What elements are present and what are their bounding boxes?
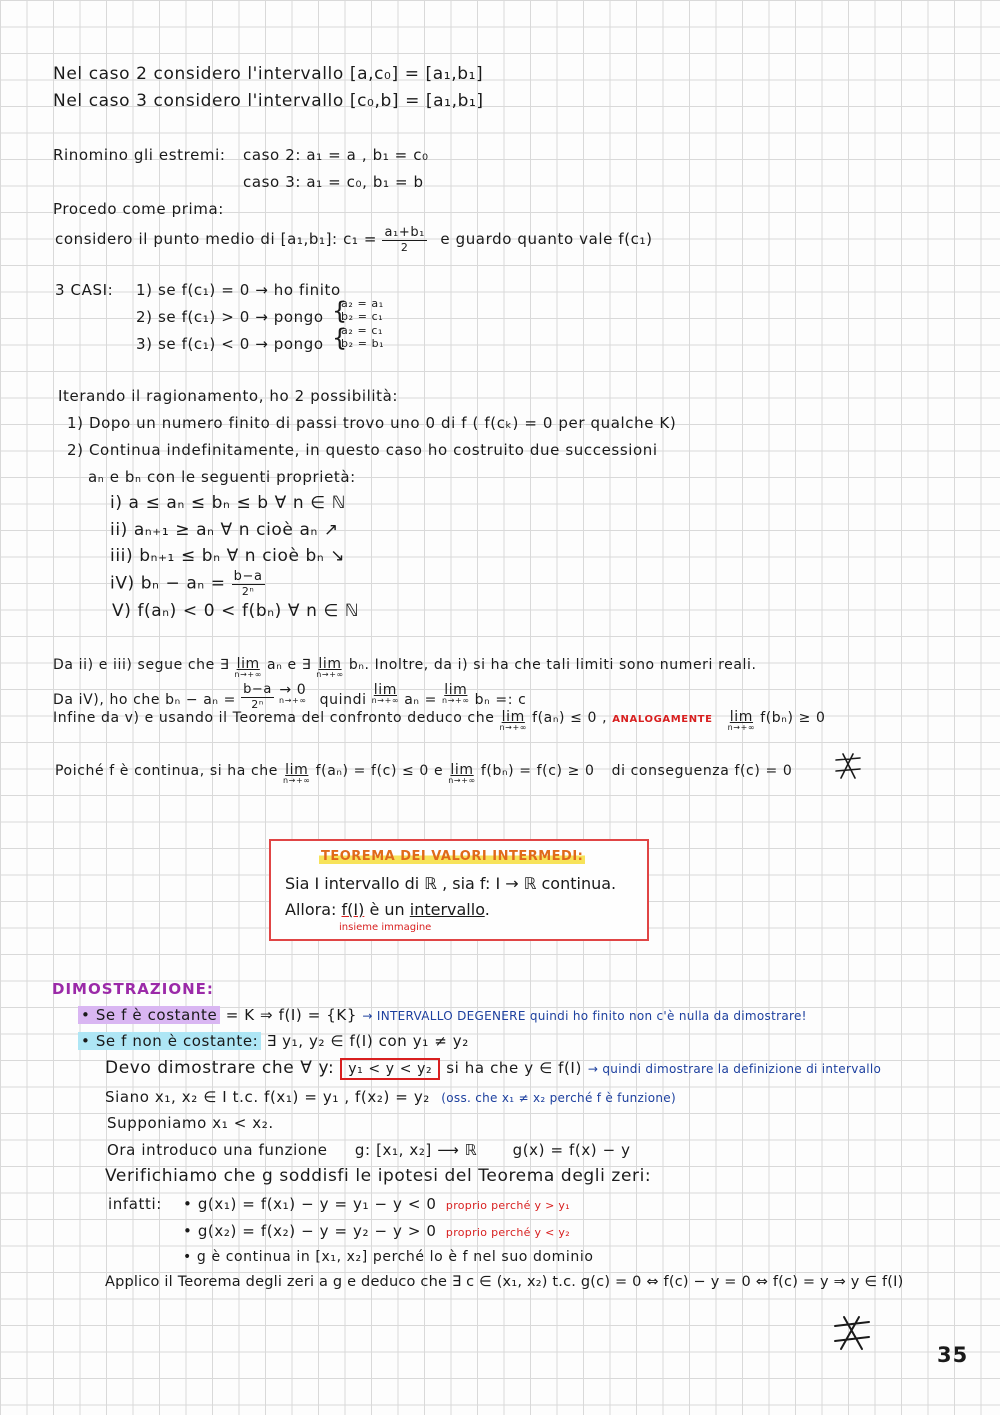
hypothesis-1-red-note: proprio perché y > y₁ bbox=[445, 1199, 570, 1212]
case1-text: = K ⇒ f(I) = {K} bbox=[225, 1006, 358, 1024]
must-prove-box: y₁ < y < y₂ bbox=[340, 1058, 440, 1080]
lim-sub: n→+∞ bbox=[283, 776, 311, 785]
proof-title: DIMOSTRAZIONE: bbox=[52, 980, 214, 998]
siano-line bbox=[105, 1088, 676, 1106]
possibility-2: 2) Continua indefinitamente, in questo caso ho costruito due successioni bbox=[67, 441, 658, 459]
case1-blue-note: → INTERVALLO DEGENERE quindi ho finito non c'è nulla da dimostrare! bbox=[362, 1009, 807, 1023]
siano-blue-note: (oss. che x₁ ≠ x₂ perché f è funzione) bbox=[441, 1091, 676, 1105]
analogamente-label: ANALOGAMENTE bbox=[612, 714, 713, 725]
prop-v: V) f(aₙ) < 0 < f(bₙ) ∀ n ∈ ℕ bbox=[112, 601, 360, 621]
case1-highlight: • Se f è costante bbox=[78, 1006, 220, 1024]
case2-text: ∃ y₁, y₂ ∈ f(I) con y₁ ≠ y₂ bbox=[266, 1032, 469, 1050]
case-2-brace-top: a₂ = a₁ bbox=[341, 297, 384, 310]
limits-l2-b: quindi bbox=[319, 692, 367, 708]
limits-line-3 bbox=[53, 710, 825, 732]
limits-l2-den: 2ⁿ bbox=[251, 698, 264, 711]
limits-l1-c: bₙ. Inoltre, da i) si ha che tali limiti sono numeri reali. bbox=[348, 657, 757, 673]
limits-l4-b: f(aₙ) = f(c) ≤ 0 e bbox=[315, 763, 444, 779]
verify-line: Verifichiamo che g soddisfi le ipotesi del Teorema degli zeri: bbox=[105, 1166, 652, 1186]
hypothesis-2-text: • g(x₂) = f(x₂) − y = y₂ − y > 0 bbox=[183, 1222, 437, 1240]
conclusion-line: Applico il Teorema degli zeri a g e deduco che ∃ c ∈ (x₁, x₂) t.c. g(c) = 0 ⇔ f(c) − y = 0 ⇔ f(c) = y ⇒ y ∈ f(I) bbox=[105, 1274, 904, 1290]
lim-sub: n→+∞ bbox=[316, 670, 344, 679]
infatti-label: infatti: bbox=[108, 1195, 162, 1213]
possibility-2b: aₙ e bₙ con le seguenti proprietà: bbox=[88, 468, 356, 486]
lim-sub: n→+∞ bbox=[234, 670, 262, 679]
theorem-intervallo: intervallo bbox=[409, 900, 485, 919]
case3-line: Nel caso 3 considero l'intervallo [c₀,b] = [a₁,b₁] bbox=[53, 91, 484, 111]
lim-word: lim bbox=[373, 682, 397, 698]
prop-iii: iii) bₙ₊₁ ≤ bₙ ∀ n cioè bₙ ↘ bbox=[110, 546, 346, 566]
lim-5 bbox=[499, 710, 527, 732]
prop-iv-fraction bbox=[232, 570, 265, 597]
theorem-line-2 bbox=[285, 900, 490, 919]
lim-word: lim bbox=[444, 682, 468, 698]
limits-l1-a: Da ii) e iii) segue che ∃ bbox=[53, 657, 230, 673]
case-1: 1) se f(c₁) = 0 → ho finito bbox=[136, 281, 341, 299]
lim-word: lim bbox=[285, 762, 309, 778]
lim-sub: n→+∞ bbox=[448, 776, 476, 785]
prop-iv-num: b−a bbox=[233, 569, 263, 584]
hypothesis-1 bbox=[183, 1195, 570, 1213]
possibility-1: 1) Dopo un numero finito di passi trovo uno 0 di f ( f(cₖ) = 0 per qualche K) bbox=[67, 414, 677, 432]
intro-g-b: g: [x₁, x₂] ⟶ ℝ bbox=[354, 1141, 478, 1159]
lim-word: lim bbox=[729, 709, 753, 725]
limits-line-2 bbox=[53, 683, 526, 710]
hypothesis-3: • g è continua in [x₁, x₂] perché lo è f nel suo dominio bbox=[183, 1249, 594, 1265]
case2-highlight: • Se f non è costante: bbox=[78, 1032, 261, 1050]
proof-case-2 bbox=[78, 1032, 469, 1050]
suppose-line: Supponiamo x₁ < x₂. bbox=[107, 1114, 274, 1132]
limits-l1-b: aₙ e ∃ bbox=[267, 657, 312, 673]
lim-3 bbox=[372, 683, 400, 705]
hypothesis-2-red-note: proprio perché y < y₂ bbox=[445, 1226, 570, 1239]
iteration-intro: Iterando il ragionamento, ho 2 possibilità: bbox=[58, 387, 399, 405]
must-prove-a: Devo dimostrare che ∀ y: bbox=[105, 1058, 335, 1078]
midpoint-prefix: considero il punto medio di [a₁,b₁]: c₁ = bbox=[55, 230, 378, 248]
midpoint-den: 2 bbox=[400, 241, 409, 254]
limits-l3-c: f(bₙ) ≥ 0 bbox=[760, 710, 826, 726]
case-3: 3) se f(c₁) < 0 → pongo bbox=[136, 335, 324, 353]
rename-case2: caso 2: a₁ = a , b₁ = c₀ bbox=[243, 146, 429, 164]
theorem-box bbox=[269, 839, 649, 941]
cases-label: 3 CASI: bbox=[55, 281, 114, 299]
lim-sub: n→+∞ bbox=[371, 696, 400, 705]
lim-1 bbox=[234, 657, 262, 679]
limits-l3-b: f(aₙ) ≤ 0 , bbox=[532, 710, 608, 726]
limits-l4-c: f(bₙ) = f(c) ≥ 0 bbox=[480, 763, 595, 779]
rename-label: Rinomino gli estremi: bbox=[53, 146, 226, 164]
lim-sub: n→+∞ bbox=[499, 723, 528, 732]
lim-6 bbox=[728, 710, 756, 732]
case-3-brace-top: a₂ = c₁ bbox=[341, 324, 384, 337]
must-prove-line bbox=[105, 1058, 881, 1078]
theorem-allora: Allora: bbox=[285, 900, 337, 919]
brace-icon: { bbox=[332, 297, 348, 325]
lim-sub: n→+∞ bbox=[442, 696, 470, 705]
limits-l3-a: Infine da v) e usando il Teorema del confronto deduco che bbox=[53, 710, 495, 726]
prop-iv-prefix: iV) bₙ − aₙ = bbox=[110, 573, 226, 594]
proceed-line: Procedo come prima: bbox=[53, 200, 224, 218]
lim-word: lim bbox=[318, 656, 342, 672]
theorem-title: TEOREMA DEI VALORI INTERMEDI: bbox=[321, 849, 584, 864]
midpoint-suffix: e guardo quanto vale f(c₁) bbox=[440, 230, 653, 248]
midpoint-line bbox=[55, 226, 653, 253]
case-3-brace-bot: b₂ = b₁ bbox=[341, 337, 385, 350]
lim-sub: n→+∞ bbox=[727, 723, 756, 732]
case2-line: Nel caso 2 considero l'intervallo [a,c₀] = [a₁,b₁] bbox=[53, 64, 484, 84]
lim-word: lim bbox=[501, 709, 525, 725]
prop-iv bbox=[110, 570, 265, 597]
midpoint-fraction bbox=[382, 226, 427, 253]
lim-8 bbox=[448, 763, 476, 785]
limits-l2-c: aₙ = bbox=[404, 692, 437, 708]
prop-i: i) a ≤ aₙ ≤ bₙ ≤ b ∀ n ∈ ℕ bbox=[110, 493, 346, 513]
arrow-lim bbox=[279, 683, 307, 705]
brace-icon: { bbox=[332, 324, 348, 352]
qed-mark-icon bbox=[833, 752, 863, 780]
page-number: 35 bbox=[937, 1343, 969, 1367]
siano-text: Siano x₁, x₂ ∈ I t.c. f(x₁) = y₁ , f(x₂) = y₂ bbox=[105, 1088, 430, 1106]
case-2-brace-bot: b₂ = c₁ bbox=[341, 310, 384, 323]
limits-line-1 bbox=[53, 657, 757, 679]
theorem-e-un: è un bbox=[369, 900, 405, 919]
intro-g-line bbox=[107, 1141, 631, 1159]
lim-4 bbox=[442, 683, 470, 705]
hypothesis-2 bbox=[183, 1222, 570, 1240]
lim-2 bbox=[316, 657, 344, 679]
must-prove-blue-note: → quindi dimostrare la definizione di intervallo bbox=[587, 1062, 882, 1076]
arrow-zero: → 0 bbox=[279, 682, 307, 698]
qed-mark-icon bbox=[831, 1314, 873, 1352]
limits-l2-fraction bbox=[241, 683, 274, 710]
prop-ii: ii) aₙ₊₁ ≥ aₙ ∀ n cioè aₙ ↗ bbox=[110, 520, 339, 540]
limits-l4-d: di conseguenza f(c) = 0 bbox=[611, 763, 793, 779]
lim-word: lim bbox=[450, 762, 474, 778]
limits-line-4 bbox=[55, 763, 792, 785]
limits-l2-num: b−a bbox=[243, 682, 272, 697]
intro-g-c: g(x) = f(x) − y bbox=[512, 1141, 631, 1159]
prop-iv-den: 2ⁿ bbox=[241, 585, 255, 598]
lim-sub: n→+∞ bbox=[279, 696, 307, 705]
case-2: 2) se f(c₁) > 0 → pongo bbox=[136, 308, 324, 326]
theorem-period: . bbox=[484, 900, 490, 919]
limits-l2-a: Da iV), ho che bₙ − aₙ = bbox=[53, 692, 236, 708]
proof-case-1 bbox=[78, 1006, 807, 1024]
theorem-note: insieme immagine bbox=[339, 922, 432, 933]
hypothesis-1-text: • g(x₁) = f(x₁) − y = y₁ − y < 0 bbox=[183, 1195, 437, 1213]
rename-case3: caso 3: a₁ = c₀, b₁ = b bbox=[243, 173, 424, 191]
theorem-fi: f(I) bbox=[341, 900, 365, 919]
limits-l4-a: Poiché f è continua, si ha che bbox=[55, 763, 278, 779]
limits-l2-d: bₙ =: c bbox=[474, 692, 527, 708]
lim-7 bbox=[283, 763, 311, 785]
must-prove-b: si ha che y ∈ f(I) bbox=[446, 1059, 582, 1077]
theorem-line-1: Sia I intervallo di ℝ , sia f: I → ℝ continua. bbox=[285, 874, 617, 893]
midpoint-num: a₁+b₁ bbox=[384, 225, 425, 240]
intro-g-a: Ora introduco una funzione bbox=[107, 1141, 328, 1159]
lim-word: lim bbox=[236, 656, 260, 672]
